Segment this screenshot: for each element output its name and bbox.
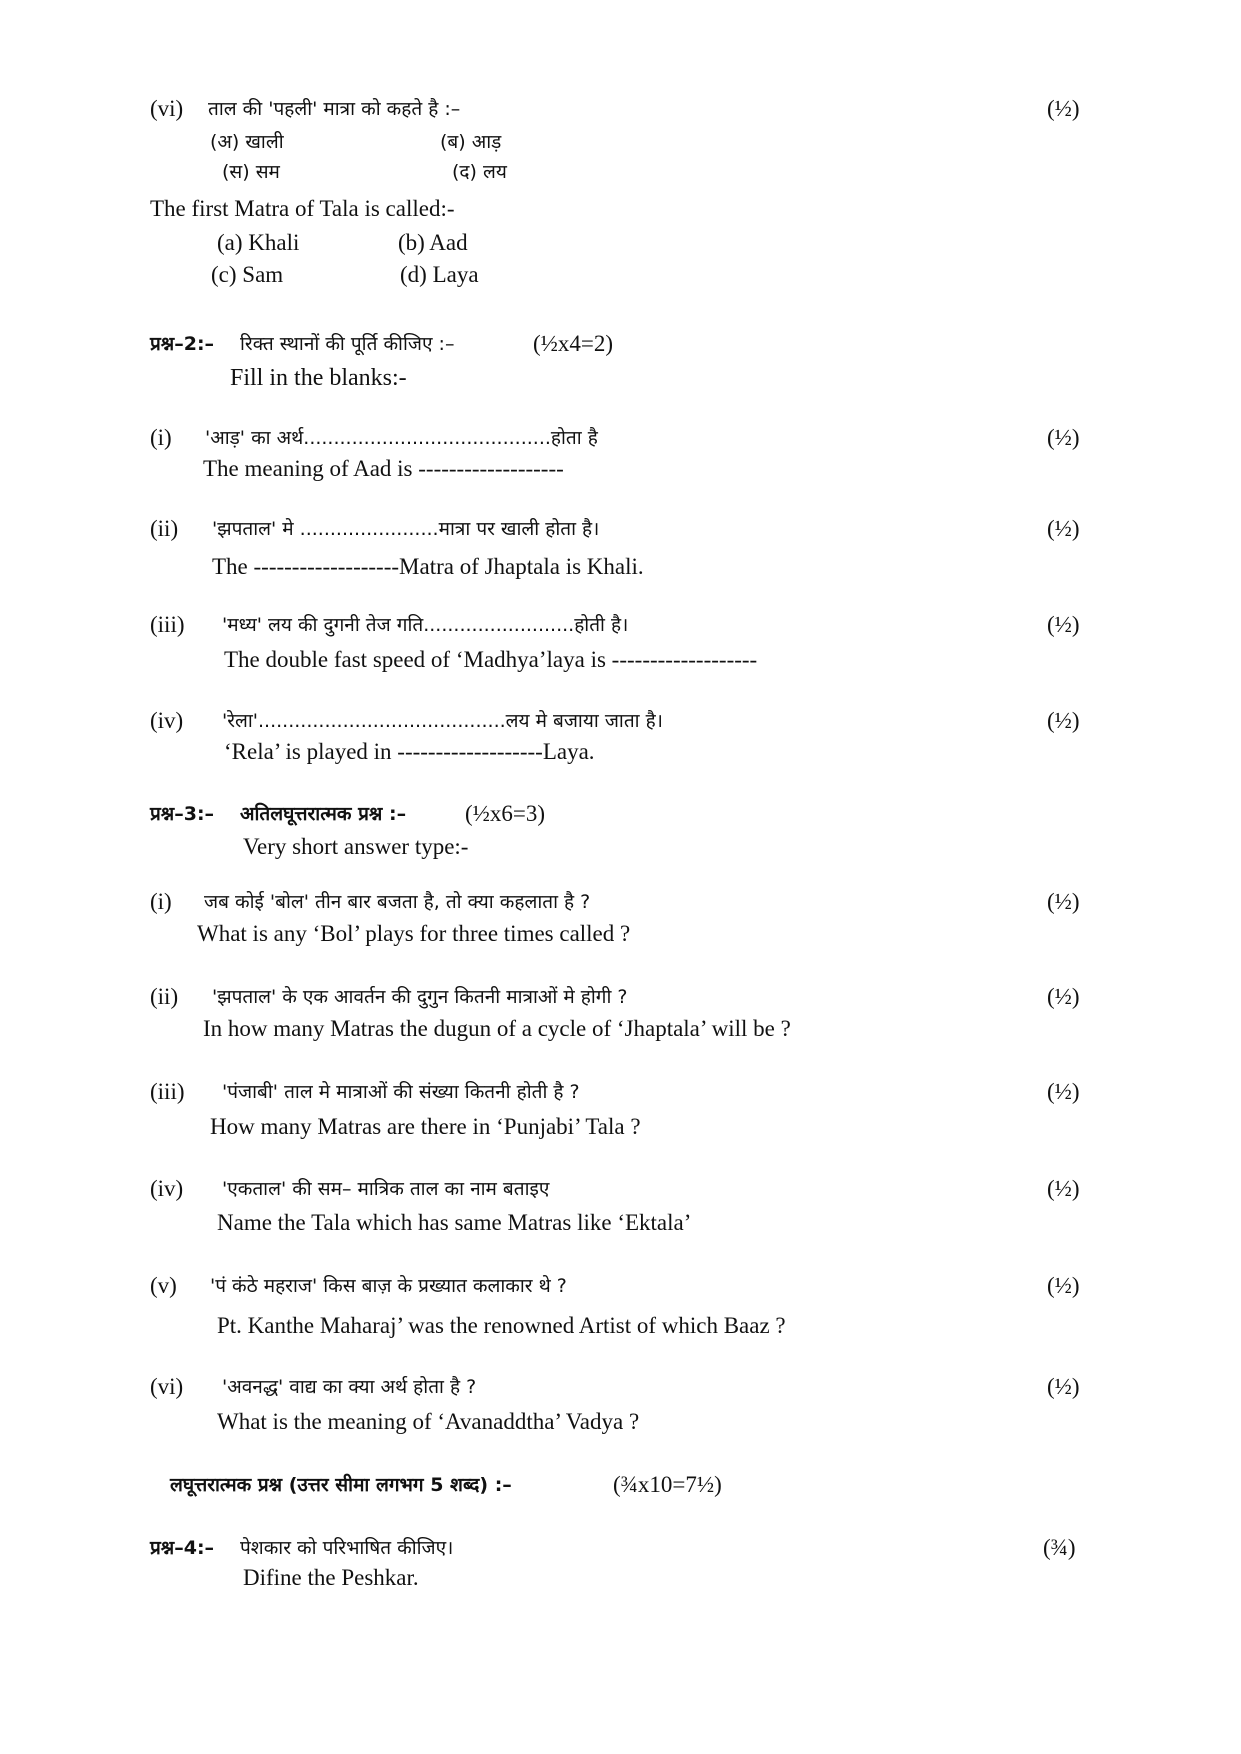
question-text-hindi: 'आड़' का अर्थ.........................................होता है — [205, 427, 598, 449]
question-mark: (½) — [1047, 516, 1080, 541]
question-text-hindi: 'एकताल' की सम– मात्रिक ताल का नाम बताइए — [222, 1178, 550, 1200]
question-number: (i) — [150, 889, 172, 914]
option-d-english: (d) Laya — [400, 262, 479, 287]
question-mark: (½) — [1047, 708, 1080, 733]
question-mark: (½) — [1047, 425, 1080, 450]
question-text-english: In how many Matras the dugun of a cycle of ‘Jhaptala’ will be ? — [203, 1016, 791, 1041]
question-text-hindi: 'झपताल' मे .......................मात्रा पर खाली होता है। — [212, 518, 600, 540]
option-c-hindi: (स) सम — [222, 161, 280, 183]
question-number: (iii) — [150, 1079, 185, 1104]
question-text-hindi: पेशकार को परिभाषित कीजिए। — [240, 1537, 454, 1559]
section-label: प्रश्न–3:– — [150, 803, 215, 825]
question-text-hindi: 'मध्य' लय की दुगनी तेज गति.........................होती है। — [222, 614, 629, 636]
question-text-english: How many Matras are there in ‘Punjabi’ Tala ? — [210, 1114, 641, 1139]
section-marks: (½x6=3) — [465, 801, 546, 826]
section-label: प्रश्न–4:– — [150, 1537, 215, 1559]
question-text-hindi: 'पं कंठे महराज' किस बाज़ के प्रख्यात कलाकार थे ? — [210, 1275, 567, 1297]
question-mark: (½) — [1047, 612, 1080, 637]
option-b-hindi: (ब) आड़ — [440, 131, 502, 153]
question-number: (iii) — [150, 612, 185, 637]
section-marks: (¾x10=7½) — [613, 1472, 722, 1497]
question-text-english: ‘Rela’ is played in -------------------Laya. — [224, 739, 595, 764]
question-text-hindi: 'रेला'.........................................लय मे बजाया जाता है। — [222, 710, 663, 732]
question-text-english: Pt. Kanthe Maharaj’ was the renowned Artist of which Baaz ? — [217, 1313, 786, 1338]
question-mark: (½) — [1047, 1079, 1080, 1104]
question-number: (vi) — [150, 1374, 184, 1399]
question-number: (ii) — [150, 984, 179, 1009]
option-a-english: (a) Khali — [217, 230, 300, 255]
question-mark: (½) — [1047, 984, 1080, 1009]
section-title-hindi: लघूत्तरात्मक प्रश्न (उत्तर सीमा लगभग 5 शब्द) :– — [170, 1474, 512, 1496]
question-mark: (½) — [1047, 1273, 1080, 1298]
question-number: (v) — [150, 1273, 177, 1298]
question-mark: (½) — [1047, 1176, 1080, 1201]
question-text-english: What is any ‘Bol’ plays for three times called ? — [197, 921, 631, 946]
question-mark: (½) — [1047, 1374, 1080, 1399]
question-mark: (½) — [1047, 889, 1080, 914]
question-mark: (½) — [1047, 96, 1080, 121]
option-d-hindi: (द) लय — [452, 161, 507, 183]
question-text-english: Difine the Peshkar. — [243, 1565, 419, 1590]
question-text-english: The first Matra of Tala is called:- — [150, 196, 455, 221]
section-marks: (½x4=2) — [533, 331, 614, 356]
question-text-english: The double fast speed of ‘Madhya’laya is ------------------- — [224, 647, 758, 672]
section-title-english: Very short answer type:- — [243, 834, 469, 859]
question-text-hindi: ताल की 'पहली' मात्रा को कहते है :– — [208, 98, 461, 120]
option-a-hindi: (अ) खाली — [210, 131, 284, 153]
question-text-hindi: 'झपताल' के एक आवर्तन की दुगुन कितनी मात्राओं मे होगी ? — [212, 986, 628, 1008]
question-number: (iv) — [150, 708, 184, 733]
section-title-hindi: रिक्त स्थानों की पूर्ति कीजिए :– — [240, 333, 455, 355]
question-text-english: What is the meaning of ‘Avanaddtha’ Vadya ? — [217, 1409, 640, 1434]
section-title-hindi: अतिलघूत्तरात्मक प्रश्न :– — [240, 803, 407, 825]
question-text-english: The meaning of Aad is ------------------- — [203, 456, 564, 481]
question-number: (vi) — [150, 96, 184, 121]
question-text-hindi: 'अवनद्ध' वाद्य का क्या अर्थ होता है ? — [222, 1376, 477, 1398]
question-text-hindi: 'पंजाबी' ताल मे मात्राओं की संख्या कितनी होती है ? — [222, 1081, 580, 1103]
question-text-english: Name the Tala which has same Matras like ‘Ektala’ — [217, 1210, 692, 1235]
section-title-english: Fill in the blanks:- — [230, 365, 407, 391]
option-b-english: (b) Aad — [398, 230, 468, 255]
question-text-english: The -------------------Matra of Jhaptala is Khali. — [212, 554, 644, 579]
question-text-hindi: जब कोई 'बोल' तीन बार बजता है, तो क्या कहलाता है ? — [204, 891, 591, 913]
option-c-english: (c) Sam — [211, 262, 284, 287]
question-number: (i) — [150, 425, 172, 450]
section-label: प्रश्न–2:– — [150, 333, 215, 355]
question-number: (ii) — [150, 516, 179, 541]
question-mark: (¾) — [1043, 1535, 1076, 1560]
question-number: (iv) — [150, 1176, 184, 1201]
